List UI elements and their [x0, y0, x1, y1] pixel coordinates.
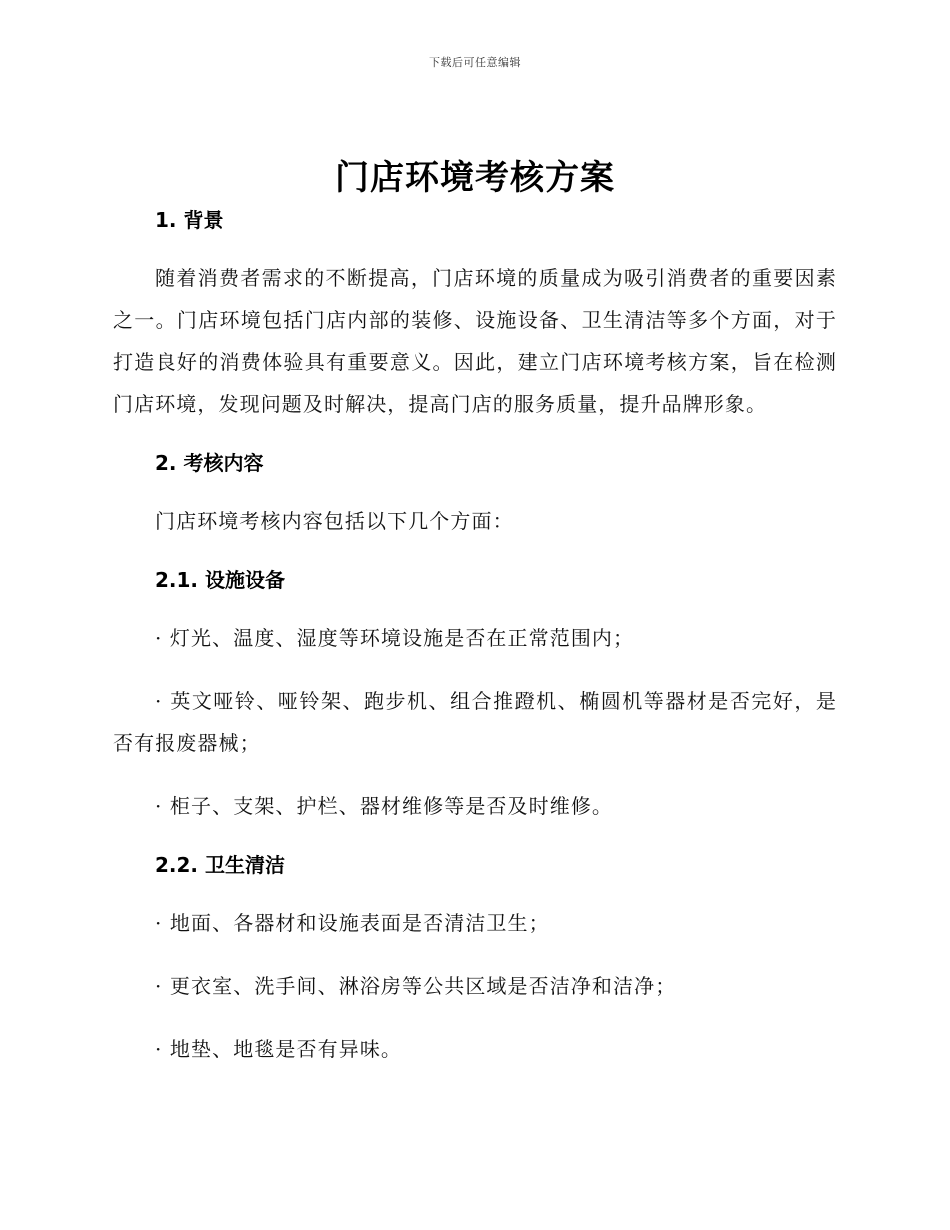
list-item: · 灯光、温度、湿度等环境设施是否在正常范围内； — [155, 626, 635, 650]
paragraph-content-intro: 门店环境考核内容包括以下几个方面： — [155, 509, 514, 533]
document-body — [113, 203, 837, 1070]
list-item: · 更衣室、洗手间、淋浴房等公共区域是否洁净和洁净； — [155, 974, 677, 998]
section-heading-content: 2. 考核内容 — [155, 451, 264, 475]
section-heading-hygiene: 2.2. 卫生清洁 — [155, 853, 285, 877]
list-item: · 柜子、支架、护栏、器材维修等是否及时维修。 — [155, 794, 614, 818]
paragraph-background: 随着消费者需求的不断提高，门店环境的质量成为吸引消费者的重要因素之一。门店环境包括门店内部的装修、设施设备、卫生清洁等多个方面，对于打造良好的消费体验具有重要意义。因此，建立门店环境考核方案，旨在检测门店环境，发现问题及时解决，提高门店的服务质量，提升品牌形象。 — [113, 266, 837, 416]
list-item: · 英文哑铃、哑铃架、跑步机、组合推蹬机、椭圆机等器材是否完好，是否有报废器械； — [113, 689, 837, 755]
document-title: 门店环境考核方案 — [335, 158, 615, 198]
section-heading-background: 1. 背景 — [155, 208, 224, 232]
list-item: · 地垫、地毯是否有异味。 — [155, 1037, 403, 1061]
header-note: 下载后可任意编辑 — [429, 56, 521, 69]
list-item: · 地面、各器材和设施表面是否清洁卫生； — [155, 911, 550, 935]
section-heading-facilities: 2.1. 设施设备 — [155, 568, 285, 592]
